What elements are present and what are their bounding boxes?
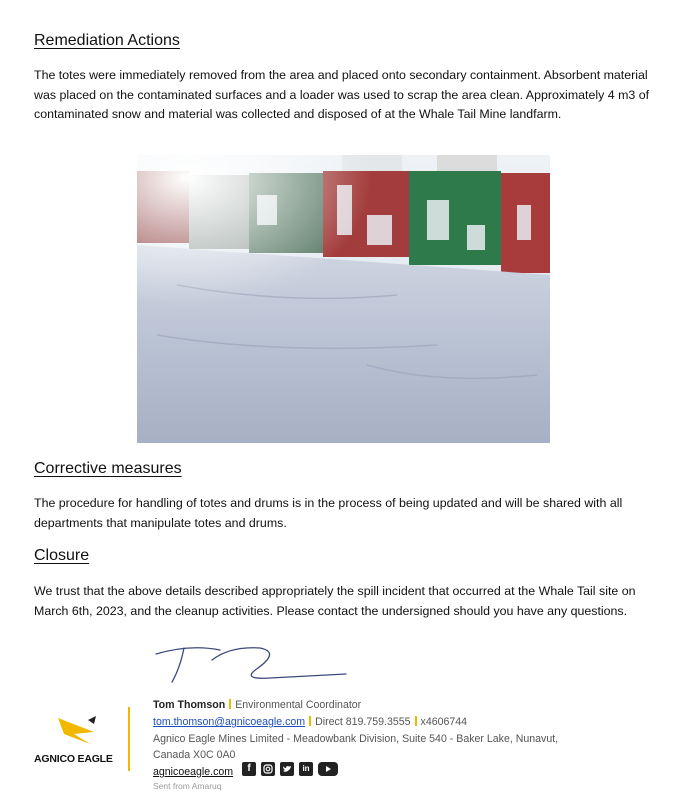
signature-title: Environmental Coordinator: [235, 699, 362, 711]
linkedin-icon[interactable]: in: [299, 762, 313, 776]
handwritten-signature: [150, 638, 350, 690]
signature-email-link[interactable]: tom.thomson@agnicoeagle.com: [153, 716, 306, 728]
site-photo-image: [137, 155, 550, 443]
remediation-heading: Remediation Actions: [34, 32, 180, 49]
website-link[interactable]: agnicoeagle.com: [153, 766, 234, 778]
corrective-paragraph: The procedure for handling of totes and drums is in the process of being updated and will be shared with all departments that manipulate totes and drums.: [34, 496, 623, 530]
instagram-icon[interactable]: [261, 762, 275, 776]
sent-from-note: Sent from Amaruq: [153, 781, 222, 791]
signature-divider: [128, 707, 130, 771]
separator: [415, 716, 417, 726]
closure-paragraph: We trust that the above details described appropriately the spill incident that occurred at the Whale Tail site on March 6th, 2023, and the cleanup activities. Please contact the undersigned should you have any questions.: [34, 584, 636, 618]
signature-ext: x4606744: [420, 716, 468, 728]
social-icons: [242, 762, 338, 776]
signature-name-line: [153, 699, 361, 711]
site-photo: [137, 155, 550, 443]
closure-heading: Closure: [34, 547, 90, 564]
signature-website-line: [153, 766, 233, 778]
facebook-icon[interactable]: f: [242, 762, 256, 776]
signature-address-line1: Agnico Eagle Mines Limited - Meadowbank Division, Suite 540 - Baker Lake, Nunavut,: [153, 733, 559, 745]
remediation-paragraph: The totes were immediately removed from the area and placed onto secondary containment. Absorbent material was placed on the contaminated surfaces and a loader was used to scrap the area clean. Approximately 4 m3 of contaminated snow and material was collected and disposed of at the Whale Tail Mine landfarm.: [34, 68, 650, 121]
separator: [309, 716, 311, 726]
separator: [229, 699, 231, 709]
signature-contact-line: [153, 716, 467, 728]
signature-address-line2: Canada X0C 0A0: [153, 749, 236, 761]
twitter-icon[interactable]: [280, 762, 294, 776]
logo-text: AGNICO EAGLE: [34, 753, 113, 765]
signature-name: Tom Thomson: [153, 699, 226, 711]
youtube-icon[interactable]: [318, 762, 338, 776]
signature-direct: Direct 819.759.3555: [315, 716, 411, 728]
agnico-eagle-logo: [34, 712, 126, 768]
corrective-heading: Corrective measures: [34, 460, 182, 477]
eagle-icon: [34, 712, 126, 746]
